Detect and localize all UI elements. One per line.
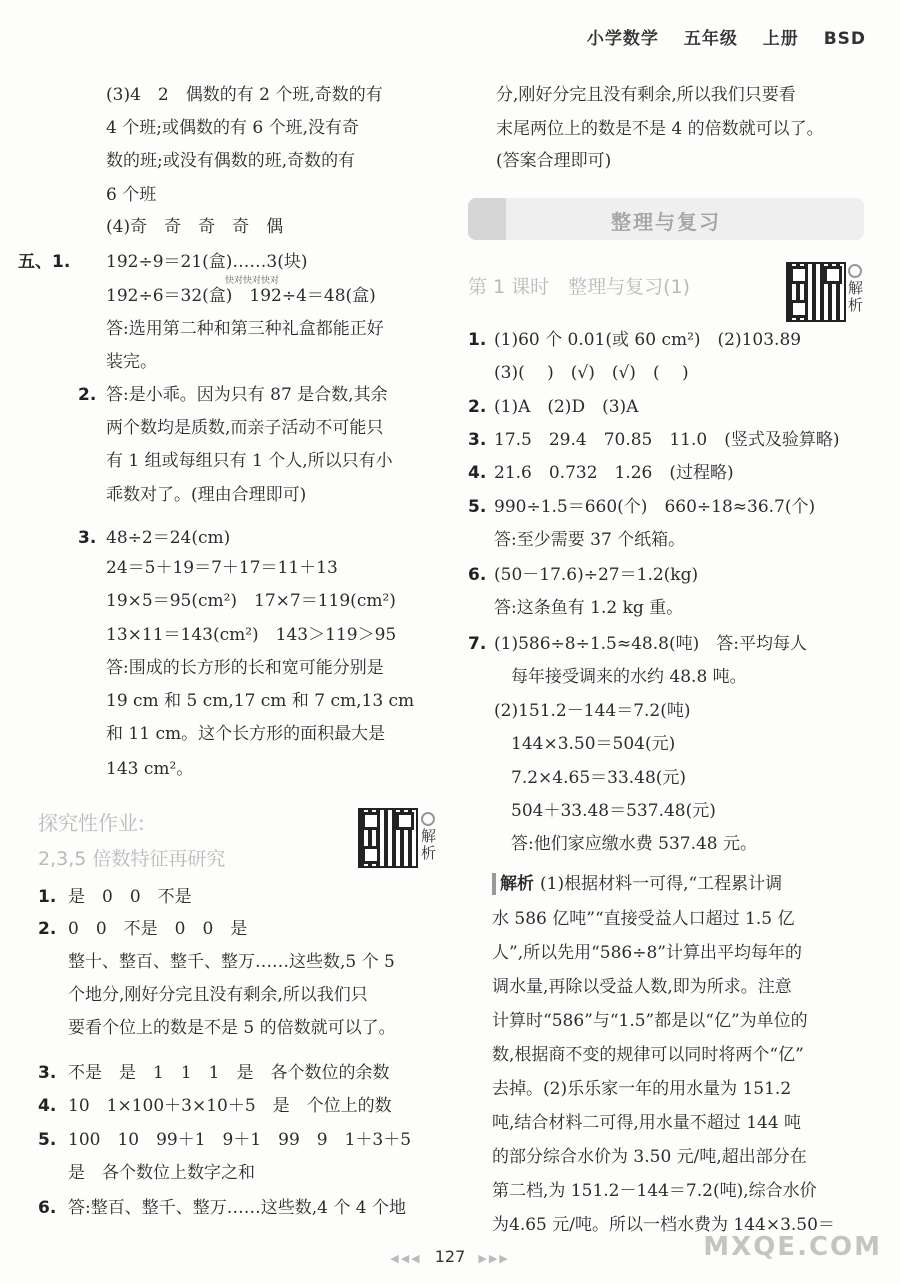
line-text: 13×11＝143(cm²) 143＞119＞95 (106, 625, 397, 645)
line-text: 7.2×4.65＝33.48(元) (494, 768, 687, 788)
section-title: 整理与复习 (611, 210, 721, 234)
item-number: 3. (468, 430, 487, 450)
line-text: 17.5 29.4 70.85 11.0 (竖式及验算略) (494, 430, 840, 450)
answer-line (106, 351, 157, 373)
line-text: 答:他们家应缴水费 537.48 元。 (494, 834, 758, 854)
line-text: 乖数对了。(理由合理即可) (106, 485, 307, 505)
line-text: 装完。 (106, 352, 157, 372)
prev-arrows-icon: ◀◀◀ (390, 1252, 422, 1265)
line-text: 答:围成的长方形的长和宽可能分别是 (106, 658, 384, 678)
line-text: 去掉。(2)乐乐家一年的用水量为 151.2 (492, 1079, 792, 1099)
stamp-text: 快对快对快对 (224, 276, 279, 286)
line-text: 504＋33.48＝537.48(元) (494, 801, 716, 821)
answer-line (106, 484, 306, 506)
item-number: 3. (38, 1063, 57, 1083)
line-text: 答:是小乖。因为只有 87 是合数,其余 (106, 385, 388, 405)
item-number: 2. (78, 385, 97, 405)
header-volume: 上册 (762, 29, 799, 49)
line-text: 调水量,再除以受益人数,即为所求。注意 (492, 977, 792, 997)
item-number: 五、1. (18, 252, 71, 272)
item-number: 2. (38, 919, 57, 939)
line-text: 第二档,为 151.2－144＝7.2(吨),综合水价 (492, 1181, 817, 1201)
line-text: 100 10 99＋1 9＋1 99 9 1＋3＋5 (68, 1130, 412, 1150)
qr-label (421, 812, 437, 862)
analysis-line (492, 1044, 804, 1066)
header-edition: BSD (823, 29, 866, 49)
line-text: 数的班;或没有偶数的班,奇数的有 (106, 151, 356, 171)
answer-line (18, 251, 308, 273)
review-line (494, 597, 683, 619)
review-line (468, 462, 734, 484)
item-number: 2. (468, 397, 487, 417)
line-text: 要看个位上的数是不是 5 的倍数就可以了。 (68, 1018, 396, 1038)
line-text: 答:整百、整千、整万……这些数,4 个 4 个地 (68, 1198, 406, 1218)
line-text: (3)4 2 偶数的有 2 个班,奇数的有 (106, 85, 383, 105)
item-number: 5. (38, 1130, 57, 1150)
line-text: 和 11 cm。这个长方形的面积最大是 (106, 724, 386, 744)
exploration-line (68, 951, 395, 973)
answer-line (106, 590, 396, 612)
review-line (468, 633, 807, 655)
line-text: 192÷9＝21(盒)……3(块) (106, 252, 308, 272)
review-line (494, 700, 691, 722)
item-number: 3. (78, 528, 97, 548)
page-header (569, 24, 866, 49)
watermark: MXQE.COM (703, 1232, 882, 1262)
exploration-title: 探究性作业: (38, 811, 145, 835)
review-line (494, 733, 675, 755)
line-text: (50－17.6)÷27＝1.2(kg) (494, 565, 699, 585)
line-text: (1)A (2)D (3)A (494, 397, 639, 417)
continued-line: (答案合理即可) (496, 151, 612, 171)
line-text: 4 个班;或偶数的有 6 个班,没有奇 (106, 118, 359, 138)
analysis-tag: 解析 (492, 873, 534, 895)
line-text: (1)586÷8÷1.5≈48.8(吨) 答:平均每人 (494, 634, 807, 654)
review-line (494, 767, 686, 789)
line-text: 143 cm²。 (106, 759, 194, 779)
line-text: 19×5＝95(cm²) 17×7＝119(cm²) (106, 591, 396, 611)
qr-label-2 (848, 264, 864, 314)
line-text: 为4.65 元/吨。所以一档水费为 144×3.50＝ (492, 1215, 835, 1235)
lesson-title: 第 1 课时 整理与复习(1) (468, 276, 691, 298)
analysis-line (492, 1010, 808, 1032)
answer-line (106, 117, 359, 139)
line-text: 19 cm 和 5 cm,17 cm 和 7 cm,13 cm (106, 691, 415, 711)
analysis-line (492, 873, 782, 895)
review-line (494, 529, 685, 551)
line-text: 是 各个数位上数字之和 (68, 1163, 255, 1183)
item-number: 5. (468, 497, 487, 517)
answer-line (106, 318, 384, 340)
item-number: 6. (468, 565, 487, 585)
line-text: 不是 是 1 1 1 是 各个数位的余数 (68, 1063, 390, 1083)
analysis-line (492, 942, 802, 964)
review-line (468, 329, 801, 351)
line-text: (4)奇 奇 奇 奇 偶 (106, 217, 284, 237)
line-text: (2)151.2－144＝7.2(吨) (494, 701, 691, 721)
exploration-line (38, 1129, 411, 1151)
answer-line (106, 624, 396, 646)
answer-line (106, 690, 414, 712)
answer-line (106, 723, 385, 745)
line-text: 0 0 不是 0 0 是 (68, 919, 248, 939)
analysis-line (492, 908, 794, 930)
line-text: 的部分综合水价为 3.50 元/吨,超出部分在 (492, 1147, 807, 1167)
review-line (468, 429, 840, 451)
item-number: 6. (38, 1198, 57, 1218)
line-text: 整十、整百、整千、整万……这些数,5 个 5 (68, 952, 395, 972)
continued-line: 末尾两位上的数是不是 4 的倍数就可以了。 (496, 119, 824, 139)
item-number: 7. (468, 634, 487, 654)
exploration-line (38, 1062, 389, 1084)
analysis-line (492, 1146, 807, 1168)
review-line (494, 833, 757, 855)
line-text: 人”,所以先用“586÷8”计算出平均每年的 (492, 943, 802, 963)
line-text: 10 1×100＋3×10＋5 是 个位上的数 (68, 1096, 392, 1116)
line-text: 水 586 亿吨”“直接受益人口超过 1.5 亿 (492, 909, 795, 929)
line-text: 答:选用第二种和第三种礼盒都能正好 (106, 319, 384, 339)
exploration-line (38, 1095, 392, 1117)
line-text: 计算时“586”与“1.5”都是以“亿”为单位的 (492, 1011, 808, 1031)
header-subject: 小学数学 (586, 29, 659, 49)
review-line (468, 496, 815, 518)
line-text: 吨,结合材料二可得,用水量不超过 144 吨 (492, 1113, 802, 1133)
line-text: 答:至少需要 37 个纸箱。 (494, 530, 686, 550)
answer-line (106, 184, 156, 206)
qr-label-text-2: 解析 (848, 279, 864, 314)
exploration-subtitle: 2,3,5 倍数特征再研究 (38, 848, 226, 870)
answer-line (106, 417, 383, 439)
line-text: 21.6 0.732 1.26 (过程略) (494, 463, 734, 483)
line-text: 两个数均是质数,而亲子活动不可能只 (106, 418, 384, 438)
review-line (468, 396, 638, 418)
item-number: 4. (468, 463, 487, 483)
answer-line (106, 657, 384, 679)
analysis-line (492, 976, 792, 998)
exploration-line (38, 1197, 406, 1219)
line-text: (1)60 个 0.01(或 60 cm²) (2)103.89 (494, 330, 802, 350)
answer-line (106, 216, 283, 238)
answer-line (78, 527, 230, 549)
line-text: 6 个班 (106, 185, 157, 205)
line-text: 48÷2＝24(cm) (106, 528, 231, 548)
line-text: 24＝5＋19＝7＋17＝11＋13 (106, 558, 338, 578)
play-icon (421, 812, 435, 826)
review-line (494, 800, 716, 822)
line-text: (3)( ) (√) (√) ( ) (494, 363, 689, 383)
exploration-line (68, 1162, 255, 1184)
review-line (468, 564, 698, 586)
item-number: 1. (468, 330, 487, 350)
continued-line: 分,刚好分完且没有剩余,所以我们只要看 (496, 85, 796, 105)
review-line (494, 362, 689, 384)
line-text: 是 0 0 不是 (68, 887, 192, 907)
line-text: 144×3.50＝504(元) (494, 734, 676, 754)
line-text: 有 1 组或每组只有 1 个人,所以只有小 (106, 451, 393, 471)
exploration-line (68, 984, 368, 1006)
line-text: 个地分,刚好分完且没有剩余,所以我们只 (68, 985, 368, 1005)
exploration-line (38, 886, 192, 908)
analysis-line (492, 1180, 817, 1202)
qr-code-2[interactable] (786, 262, 846, 322)
answer-line (78, 384, 388, 406)
qr-code[interactable] (358, 808, 418, 868)
header-grade: 五年级 (683, 29, 738, 49)
line-text: 每年接受调来的水约 48.8 吨。 (494, 667, 747, 687)
analysis-line (492, 1112, 801, 1134)
review-line (494, 666, 747, 688)
item-number: 4. (38, 1096, 57, 1116)
answer-line (106, 285, 376, 307)
play-icon-2 (848, 264, 862, 278)
section-header-box (468, 198, 864, 240)
answer-line (106, 450, 393, 472)
next-arrows-icon: ▶▶▶ (478, 1252, 510, 1265)
line-text: 数,根据商不变的规律可以同时将两个“亿” (492, 1045, 804, 1065)
page-number: 127 (434, 1247, 466, 1266)
analysis-line (492, 1078, 791, 1100)
qr-label-text: 解析 (421, 827, 437, 862)
line-text: 192÷6＝32(盒) 192÷4＝48(盒) (106, 286, 376, 306)
line-text: 答:这条鱼有 1.2 kg 重。 (494, 598, 684, 618)
answer-line (106, 557, 338, 579)
answer-line (106, 150, 355, 172)
answer-line (106, 84, 383, 106)
exploration-line (38, 918, 247, 940)
exploration-line (68, 1017, 396, 1039)
answer-line (106, 758, 193, 780)
item-number: 1. (38, 887, 57, 907)
line-text: (1)根据材料一可得,“工程累计调 (540, 874, 783, 894)
line-text: 990÷1.5＝660(个) 660÷18≈36.7(个) (494, 497, 816, 517)
